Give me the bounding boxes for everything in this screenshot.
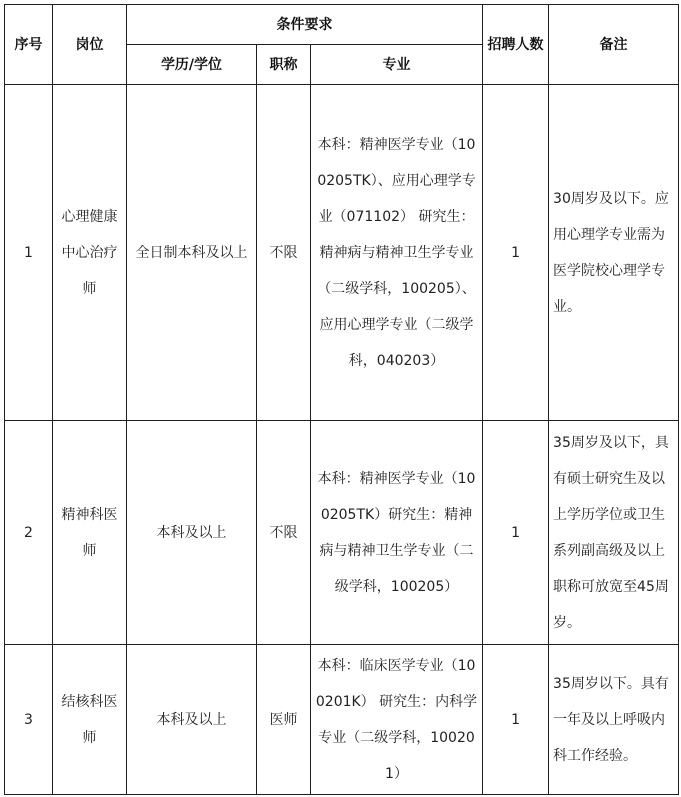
table-row — [5, 421, 679, 645]
row-major: 本科：临床医学专业（100201K） 研究生：内科学专业（二级学科，100201） — [311, 645, 483, 795]
header-title: 职称 — [257, 45, 311, 85]
row-seq: 2 — [5, 421, 53, 645]
row-title: 医师 — [257, 645, 311, 795]
row-position: 精神科医师 — [53, 421, 127, 645]
row-position: 结核科医师 — [53, 645, 127, 795]
row-major: 本科：精神医学专业（100205TK）、应用心理学专业（071102） 研究生：精神病与精神卫生学专业（二级学科，100205）、应用心理学专业（二级学科，040203） — [311, 85, 483, 421]
header-position: 岗位 — [53, 5, 127, 85]
header-seq: 序号 — [5, 5, 53, 85]
table-row — [5, 645, 679, 795]
row-title: 不限 — [257, 421, 311, 645]
recruitment-table — [4, 4, 679, 795]
row-education: 本科及以上 — [127, 421, 257, 645]
table-row — [5, 85, 679, 421]
row-major: 本科：精神医学专业（100205TK）研究生：精神病与精神卫生学专业（二级学科，100205） — [311, 421, 483, 645]
row-seq: 3 — [5, 645, 53, 795]
row-education: 本科及以上 — [127, 645, 257, 795]
header-remark: 备注 — [549, 5, 679, 85]
header-conditions: 条件要求 — [127, 5, 483, 45]
header-row-top — [5, 5, 679, 45]
recruitment-table-container — [4, 4, 679, 795]
header-education: 学历/学位 — [127, 45, 257, 85]
row-headcount: 1 — [483, 421, 549, 645]
row-seq: 1 — [5, 85, 53, 421]
row-headcount: 1 — [483, 85, 549, 421]
header-headcount: 招聘人数 — [483, 5, 549, 85]
row-position: 心理健康中心治疗师 — [53, 85, 127, 421]
row-remark: 35周岁以下。具有一年及以上呼吸内科工作经验。 — [549, 645, 679, 795]
row-title: 不限 — [257, 85, 311, 421]
header-major: 专业 — [311, 45, 483, 85]
row-headcount: 1 — [483, 645, 549, 795]
row-remark: 35周岁及以下，具有硕士研究生及以上学历学位或卫生系列副高级及以上职称可放宽至45周岁。 — [549, 421, 679, 645]
row-remark: 30周岁及以下。应用心理学专业需为医学院校心理学专业。 — [549, 85, 679, 421]
row-education: 全日制本科及以上 — [127, 85, 257, 421]
